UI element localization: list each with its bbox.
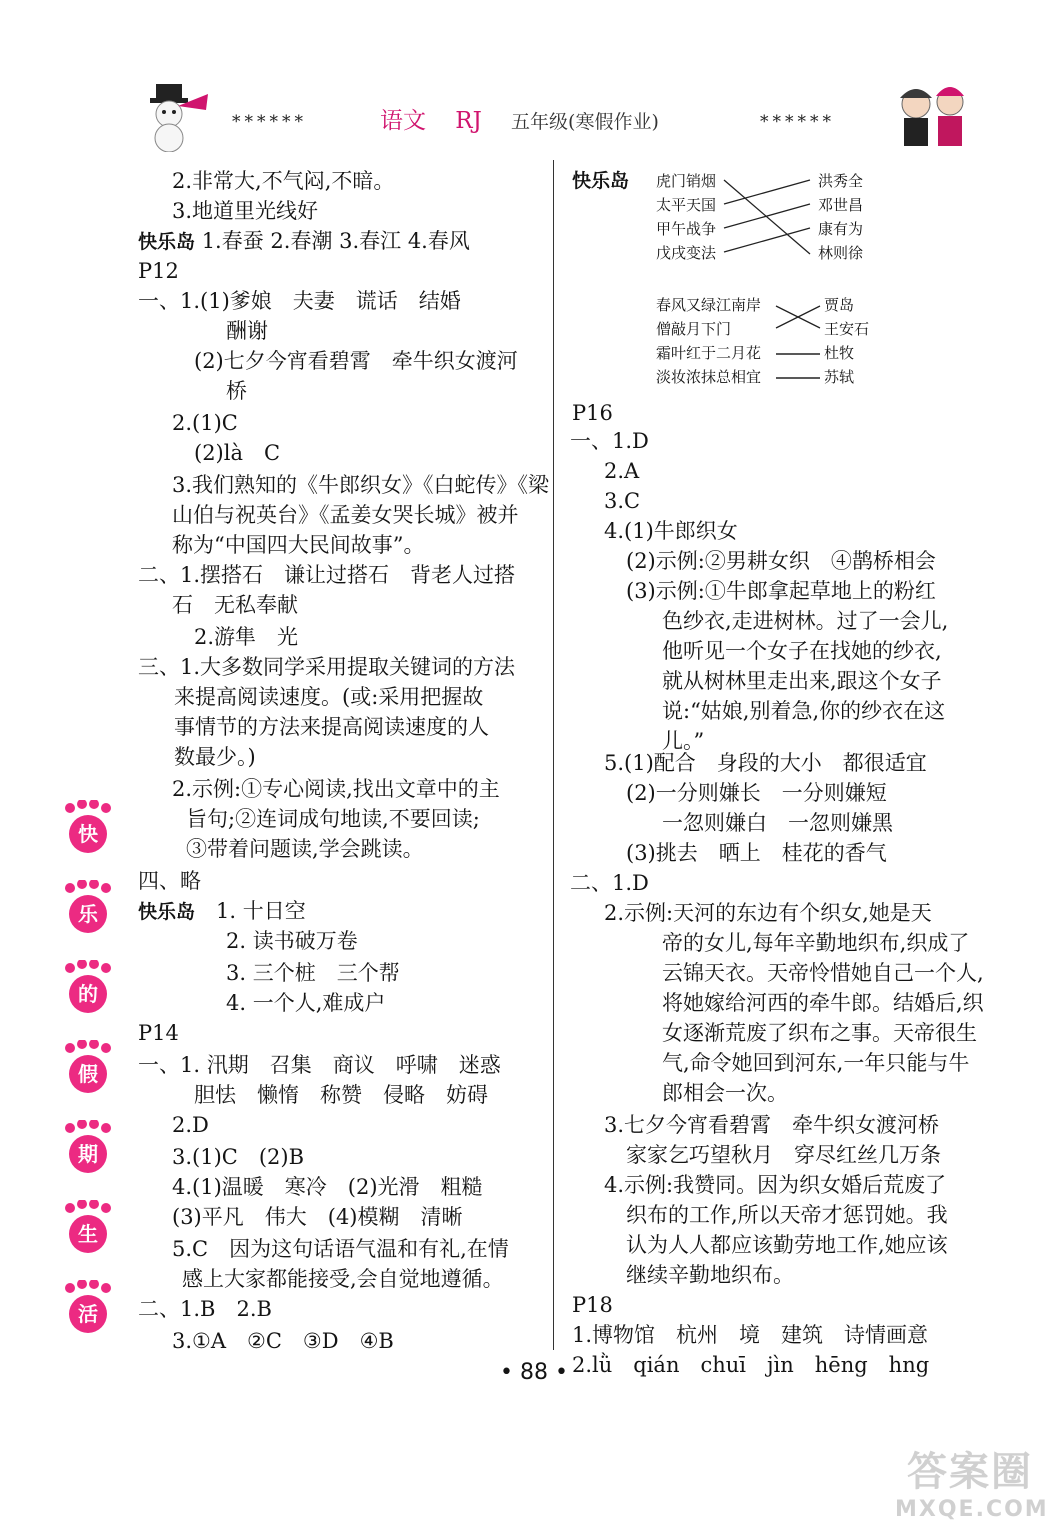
left-answer-line: (3)平凡 伟大 (4)模糊 清晰 — [172, 1205, 463, 1229]
match1-right-item: 康有为 — [818, 220, 864, 238]
left-answer-line: 酬谢 — [226, 319, 268, 343]
header-stars-right: ****** — [760, 112, 835, 132]
right-answer-line: 郎相会一次。 — [662, 1081, 788, 1105]
left-answer-line: (2)là C — [194, 441, 281, 465]
left-answer-line: 山伯与祝英台》《孟姜女哭长城》被并 — [172, 503, 519, 527]
left-answer-line: 4. 一个人,难成户 — [226, 991, 386, 1015]
left-answer-line: 三、1.大多数同学采用提取关键词的方法 — [138, 655, 516, 679]
right-answer-line: 继续辛勤地织布。 — [626, 1263, 794, 1287]
matching-lines-2 — [772, 294, 832, 394]
paw-badge — [56, 960, 118, 1016]
left-answer-line: 2.非常大,不气闷,不暗。 — [172, 169, 395, 193]
grade-label: 五年级(寒假作业) — [511, 111, 659, 133]
left-answer-line: 一、1.(1)爹娘 夫妻 谎话 结婚 — [138, 289, 461, 313]
right-answer-line: 4.示例:我赞同。因为织女婚后荒废了 — [604, 1173, 947, 1197]
left-answer-line: (2)七夕今宵看碧霄 牵牛织女渡河 — [194, 349, 518, 373]
watermark — [895, 1440, 1049, 1522]
paw-badge — [56, 1200, 118, 1256]
subject-label: 语文 — [380, 108, 426, 134]
left-answer-line: 2.示例:①专心阅读,找出文章中的主 — [172, 777, 500, 801]
column-divider — [553, 160, 554, 1350]
right-answer-line: P16 — [572, 401, 613, 425]
banner-char: 生 — [78, 1222, 98, 1246]
left-answer-line: 二、1.摆搭石 谦让过搭石 背老人过搭 — [138, 563, 516, 587]
right-answer-line: 他听见一个女子在找她的纱衣, — [662, 639, 942, 663]
left-answer-line: 3.我们熟知的《牛郎织女》《白蛇传》《梁 — [172, 473, 550, 497]
right-answer-line: 就从树林里走出来,跟这个女子 — [662, 669, 942, 693]
left-answer-line: 胆怯 懒惰 称赞 侵略 妨碍 — [194, 1083, 488, 1107]
match2-left-item: 霜叶红于二月花 — [656, 344, 762, 362]
left-answer-line: 称为“中国四大民间故事”。 — [172, 533, 425, 557]
happy-island-label-right: 快乐岛 — [572, 170, 630, 192]
answer-text: 1. 十日空 — [195, 899, 306, 923]
matching-lines-1 — [720, 170, 820, 270]
left-answer-line: 桥 — [226, 379, 247, 403]
right-answer-line: 女逐渐荒废了织布之事。天帝很生 — [662, 1021, 977, 1045]
paw-badge — [56, 880, 118, 936]
left-answer-line: 2. 读书破万卷 — [226, 929, 358, 953]
left-answer-line: 3. 三个桩 三个帮 — [226, 961, 400, 985]
happy-island-label: 快乐岛 — [138, 901, 196, 923]
right-answer-line: 一忽则嫌白 一忽则嫌黑 — [662, 811, 893, 835]
answer-text: 1.春蚕 2.春潮 3.春江 4.春风 — [195, 229, 470, 253]
paw-badge — [56, 800, 118, 856]
left-answer-line: 2.(1)C — [172, 411, 238, 435]
left-answer-line — [138, 896, 306, 927]
left-answer-line: 3.①A ②C ③D ④B — [172, 1329, 394, 1353]
match2-right-item: 王安石 — [824, 320, 870, 338]
banner-char: 快 — [78, 822, 98, 846]
watermark-url: MXQE.COM — [895, 1497, 1049, 1522]
left-answer-line: 二、1.B 2.B — [138, 1297, 272, 1321]
header-stars-left: ****** — [232, 112, 307, 132]
left-answer-line: P14 — [138, 1021, 179, 1045]
right-answer-line: 2.lǜ qián chuī jìn hēng hng — [572, 1353, 930, 1377]
left-answer-line: 4.(1)温暖 寒冷 (2)光滑 粗糙 — [172, 1175, 483, 1199]
banner-char: 假 — [78, 1062, 98, 1086]
left-answer-line: ③带着问题读,学会跳读。 — [186, 837, 424, 861]
match1-left-item: 太平天国 — [656, 196, 717, 214]
right-answer-line: P18 — [572, 1293, 613, 1317]
right-answer-line: (3)示例:①牛郎拿起草地上的粉红 — [626, 579, 936, 603]
left-answer-line: 石 无私奉献 — [172, 593, 298, 617]
right-answer-line: 家家乞巧望秋月 穿尽红丝几万条 — [626, 1143, 941, 1167]
match2-left-item: 僧敲月下门 — [656, 320, 732, 338]
match2-left-item: 淡妆浓抹总相宜 — [656, 368, 762, 386]
left-answer-line: 2.D — [172, 1113, 209, 1137]
right-answer-line: 一、1.D — [570, 429, 649, 453]
left-answer-line: 感上大家都能接受,会自觉地遵循。 — [182, 1267, 504, 1291]
left-answer-line: 事情节的方法来提高阅读速度的人 — [174, 715, 489, 739]
left-answer-line: 2.游隼 光 — [194, 625, 299, 649]
snowman-left-illustration — [128, 80, 218, 152]
kids-right-illustration — [888, 80, 978, 152]
watermark-logo: 答案圈 — [907, 1449, 1033, 1495]
right-answer-line: 儿。” — [662, 729, 705, 753]
page-number: • 88 • — [500, 1360, 568, 1385]
match1-left-item: 虎门销烟 — [656, 172, 717, 190]
match1-right-item: 洪秀全 — [818, 172, 864, 190]
right-answer-line: 3.七夕今宵看碧霄 牵牛织女渡河桥 — [604, 1113, 940, 1137]
right-answer-line: 1.博物馆 杭州 境 建筑 诗情画意 — [572, 1323, 929, 1347]
left-answer-line: P12 — [138, 259, 179, 283]
right-answer-line: 气,命令她回到河东,一年只能与牛 — [662, 1051, 970, 1075]
right-answer-line: 说:“姑娘,别着急,你的纱衣在这 — [662, 699, 946, 723]
match2-left-item: 春风又绿江南岸 — [656, 296, 762, 314]
match1-right-item: 林则徐 — [818, 244, 864, 262]
banner-char: 期 — [78, 1142, 98, 1166]
right-answer-line: (3)挑去 晒上 桂花的香气 — [626, 841, 887, 865]
right-answer-line: 将她嫁给河西的牵牛郎。结婚后,织 — [662, 991, 984, 1015]
right-answer-line: 色纱衣,走进树林。过了一会儿, — [662, 609, 949, 633]
left-answer-line: 3.地道里光线好 — [172, 199, 319, 223]
banner-char: 的 — [78, 982, 98, 1006]
match2-right-item: 贾岛 — [824, 296, 855, 314]
match1-right-item: 邓世昌 — [818, 196, 864, 214]
right-answer-line: 二、1.D — [570, 871, 649, 895]
banner-char: 乐 — [78, 902, 98, 926]
banner-char: 活 — [78, 1302, 98, 1326]
match2-right-item: 杜牧 — [824, 344, 855, 362]
paw-badge — [56, 1280, 118, 1336]
right-answer-line: 织布的工作,所以天帝才惩罚她。我 — [626, 1203, 948, 1227]
left-answer-line: 四、略 — [138, 869, 201, 893]
left-answer-line: 旨句;②连词成句地读,不要回读; — [186, 807, 480, 831]
left-answer-line: 3.(1)C (2)B — [172, 1145, 305, 1169]
match1-left-item: 戊戌变法 — [656, 244, 717, 262]
left-answer-line: 数最少。) — [174, 745, 256, 769]
paw-badge — [56, 1040, 118, 1096]
match1-left-item: 甲午战争 — [656, 220, 717, 238]
right-answer-line: (2)一分则嫌长 一分则嫌短 — [626, 781, 887, 805]
edition-label: RJ — [455, 108, 482, 134]
right-answer-line: 2.示例:天河的东边有个织女,她是天 — [604, 901, 932, 925]
right-answer-line: 认为人人都应该勤劳地工作,她应该 — [626, 1233, 948, 1257]
right-answer-line: 5.(1)配合 身段的大小 都很适宜 — [604, 751, 927, 775]
match2-right-item: 苏轼 — [824, 368, 855, 386]
right-answer-line: 帝的女儿,每年辛勤地织布,织成了 — [662, 931, 970, 955]
left-answer-line: 5.C 因为这句话语气温和有礼,在情 — [172, 1237, 509, 1261]
header-title — [380, 102, 659, 135]
left-answer-line: 一、1. 汛期 召集 商议 呼啸 迷惑 — [138, 1053, 501, 1077]
right-answer-line: (2)示例:②男耕女织 ④鹊桥相会 — [626, 549, 936, 573]
right-answer-line: 2.A — [604, 459, 640, 483]
right-answer-line: 4.(1)牛郎织女 — [604, 519, 738, 543]
happy-island-label: 快乐岛 — [138, 231, 196, 253]
paw-badge — [56, 1120, 118, 1176]
left-answer-line: 来提高阅读速度。(或:采用把握故 — [174, 685, 484, 709]
right-answer-line: 3.C — [604, 489, 641, 513]
left-answer-line — [138, 226, 470, 257]
right-answer-line: 云锦天衣。天帝怜惜她自己一个人, — [662, 961, 984, 985]
